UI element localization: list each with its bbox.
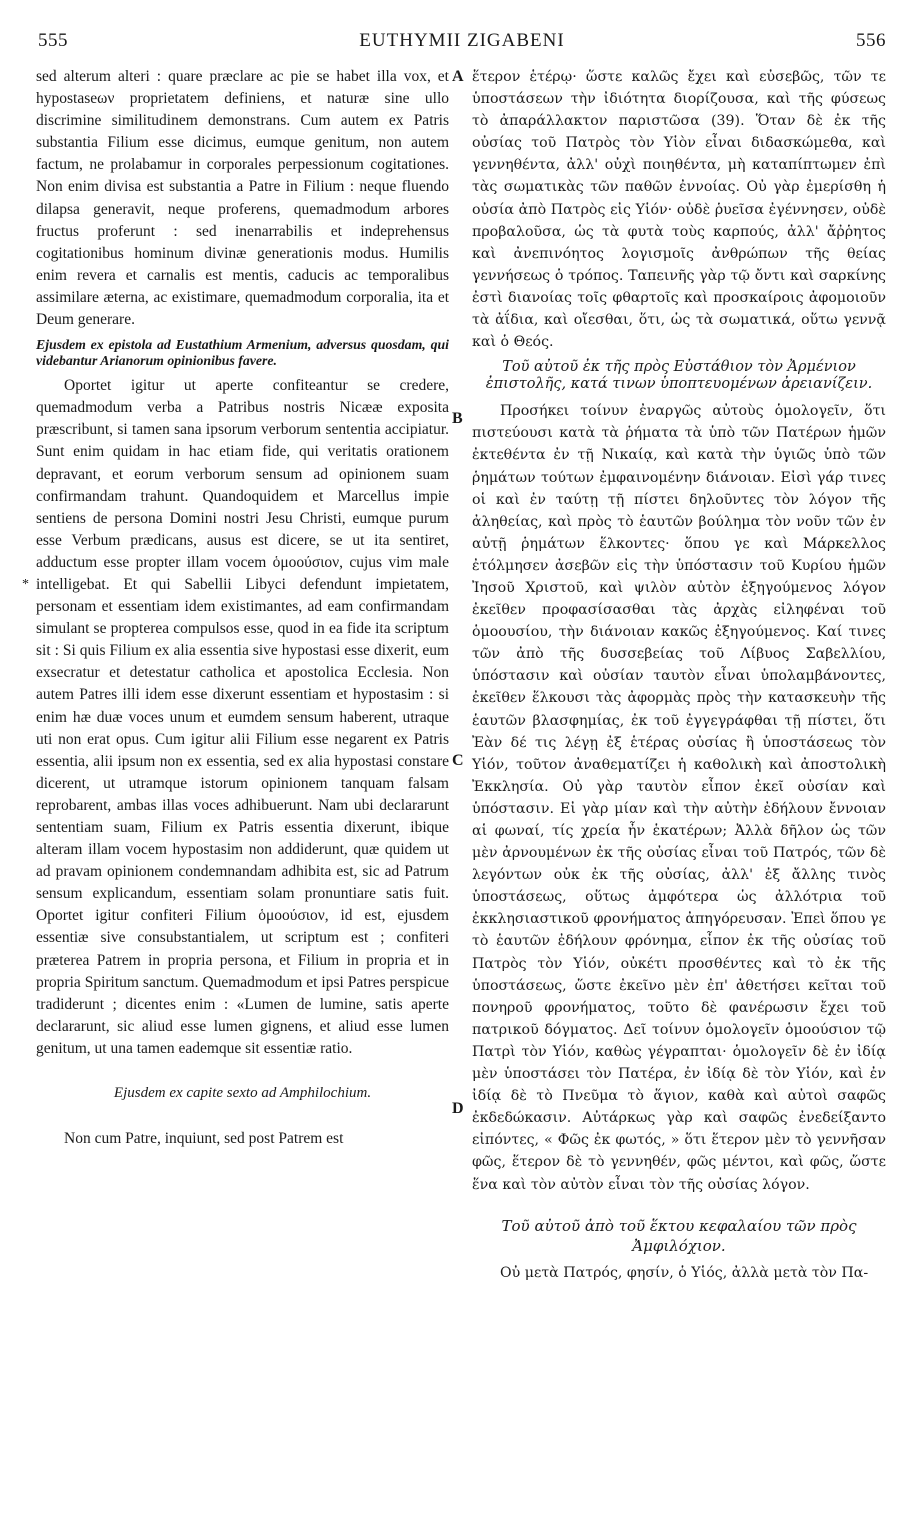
running-title: EUTHYMII ZIGABENI — [359, 30, 565, 51]
greek-paragraph-1: ἕτερον ἑτέρῳ· ὥστε καλῶς ἔχει καὶ εὐσεβῶς, τῶν τε ὑποστάσεων τὴν ἰδιότητα διορίζουσα, καὶ τῆς φύσεως τὸ ἀπαράλλακτον παριστῶσα (39). Ὅταν δὲ ἐκ τῆς οὐσίας τοῦ Πατρὸς τὸν Υἱὸν εἶναι διδασκώμεθα, καὶ γεννηθέντα, ἀλλ' οὐχὶ ποιηθέντα, μὴ καταπίπτωμεν ἐπὶ τὰς σωματικὰς τῶν παθῶν ἐννοίας. Οὐ γὰρ ἐμερίσθη ἡ οὐσία ἀπὸ Πατρὸς εἰς Υἱόν· οὐδὲ ῥυεῖσα ἐγέννησεν, οὐδὲ προβαλοῦσα, ὡς τὰ φυτὰ τοὺς καρπούς, ἀλλ' ἄῤῥητος καὶ ἀνεπινόητος λογισμοῖς ἀνθρώπων τῆς θείας γεννήσεως ὁ τρόπος. Ταπεινῆς γὰρ τῷ ὄντι καὶ σαρκίνης ἐστὶ διανοίας τοῖς φθαρτοῖς καὶ προσκαίροις ἀφομοιοῦν τὰ ἀΐδια, καὶ οἴεσθαι, ὅτι, ὡς τὰ σωματικά, οὕτω γεννᾷ καὶ ὁ Θεός. — [472, 69, 886, 351]
greek-section-heading-eustathius: Τοῦ αὐτοῦ ἐκ τῆς πρὸς Εὐστάθιον τὸν Ἀρμένιον ἐπιστολῆς, κατά τινων ὑποπτευομένων ἀρειανίζειν. — [485, 359, 873, 393]
latin-paragraph-1: sed alterum alteri : quare præclare ac pie se habet illa vox, et hypostaseων proprietatem definiens, et naturæ sine ullo discrimine similitudinem demonstrans. Cum autem ex Patris substantia Filium esse dicimus, eumque genitum, non autem factum, ne prolabamur in corporales perpessionum cogitationes. Non enim divisa est substantia a Patre in Filium : neque fluendo dilapsa generavit, neque proferens, quemadmodum arbores fructus proferunt : sed inenarrabilis et indeprehensus cogitationibus hominum divinæ generationis modus. Humilis enim revera et carnalis est mentis, caducis ac temporalibus assimilare æterna, ac existimare, quemadmodum corporalia, ita et Deum generare. — [36, 68, 449, 329]
greek-column — [472, 66, 886, 1284]
page-number-left: 555 — [38, 30, 68, 51]
latin-column — [36, 66, 449, 1150]
latin-section-heading-eustathius: Ejusdem ex epistola ad Eustathium Armenium, adversus quosdam, qui videbantur Arianorum opinionibus favere. — [36, 337, 449, 369]
greek-section-heading-amphilochius: Τοῦ αὐτοῦ ἀπὸ τοῦ ἕκτου κεφαλαίου τῶν πρὸς Ἀμφιλόχιον. — [501, 1216, 857, 1255]
greek-paragraph-2: Προσήκει τοίνυν ἐναργῶς αὐτοὺς ὁμολογεῖν, ὅτι πιστεύουσι κατὰ τὰ ῥήματα τὰ ὑπὸ τῶν Πατέρων ἡμῶν ἐκτεθέντα ἐν τῇ Νικαίᾳ, καὶ κατὰ τὴν ὑγιῶς ὑπὸ τῶν ῥημάτων τούτων ἐμφαινομένην διάνοιαν. Εἰσὶ γάρ τινες οἱ καὶ ἐν ταύτῃ τῇ πίστει δηλοῦντες τὸν λόγον τῆς ἀληθείας, καὶ πρὸς τὸ ἑαυτῶν βούλημα τὸν νοῦν τῶν ἐν αὐτῇ ῥημάτων ἕλκοντες· ὅπου γε καὶ Μάρκελλος ἐτόλμησεν ἀσεβῶν εἰς τὴν ὑπόστασιν τοῦ Κυρίου ἡμῶν Ἰησοῦ Χριστοῦ, καὶ ψιλὸν αὐτὸν ἐξηγούμενος λόγον ἐκεῖθεν προφασίσασθαι τὰς ἀρχὰς εἰληφέναι τοῦ ὁμοουσίου, τὴν διάνοιαν κακῶς ἐξηγούμενος. Καί τινες τῶν ἀπὸ τῆς δυσσεβείας τοῦ Λίβυος Σαβελλίου, ὑπόστασιν καὶ οὐσίαν ταυτὸν εἶναι ὑπολαμβάνοντες, ἐκεῖθεν ἕλκουσι τὰς ἀφορμὰς πρὸς τὴν κατασκευὴν τῆς ἑαυτῶν βλασφημίας, ἐκ τοῦ ἐγγεγράφθαι τῇ πίστει, ὅτι Ἐὰν δέ τις λέγῃ ἐξ ἑτέρας οὐσίας ἢ ὑποστάσεως τὸν Υἱόν, τοῦτον ἀναθεματίζει ἡ καθολικὴ καὶ ἀποστολικὴ Ἐκκλησία. Οὐ γὰρ ταυτὸν εἶπον ἐκεῖ οὐσίαν καὶ ὑπόστασιν. Εἰ γὰρ μίαν καὶ τὴν αὐτὴν ἐδήλουν ἔννοιαν αἱ φωναί, τίς χρεία ἦν ἑκατέρων; Ἀλλὰ δῆλον ὡς τῶν μὲν ἀρνουμένων ἐκ τῆς οὐσίας εἶναι τοῦ Πατρός, τῶν δὲ λεγόντων οὐκ ἐκ τῆς οὐσίας, ἀλλ' ἐξ ἄλλης τινὸς ὑποστάσεως, οὕτως ἀμφότερα ὡς ἀλλότρια τοῦ ἐκκλησιαστικοῦ φρονήματος ἀπηγόρευσαν. Ἐπεὶ ὅπου γε τὸ ἑαυτῶν ἐδήλουν φρόνημα, εἶπον ἐκ τῆς οὐσίας τοῦ Πατρὸς τὸν Υἱόν, οὐκέτι προσθέντες καὶ τὸ ἐκ τῆς ὑποστάσεως, ὥστε ἐκεῖνο μὲν ἐπ' ἀθετήσει κεῖται τοῦ πονηροῦ φρονήματος, τοῦτο δὲ φανέρωσιν ἔχει τοῦ πατρικοῦ δόγματος. Δεῖ τοίνυν ὁμολογεῖν ὁμοούσιον τῷ Πατρὶ τὸν Υἱόν, καθὼς γέγραπται· ὁμολογεῖν δὲ ἐν ἰδίᾳ μὲν ὑποστάσει τὸν Πατέρα, ἐν ἰδίᾳ δὲ τὸν Υἱόν, καὶ ἐν ἰδίᾳ δὲ τὸ Πνεῦμα τὸ ἅγιον, καθὰ καὶ αὐτοὶ σαφῶς ἐκδεδώκασιν. Αὐτάρκως γὰρ καὶ σαφῶς ἐνεδείξαντο εἰπόντες, « Φῶς ἐκ φωτός, » ὅτι ἕτερον μὲν τὸ γεννῆσαν φῶς, ἕτερον δὲ τὸ γεννηθέν, φῶς μέντοι, καὶ φῶς, ὥστε ἕνα καὶ τὸν αὐτὸν εἶναι τὸν τῆς οὐσίας λόγον. — [472, 403, 886, 1193]
section-marker-b: B — [452, 410, 463, 427]
page-number-right: 556 — [856, 30, 886, 51]
greek-paragraph-3: Οὐ μετὰ Πατρός, φησίν, ὁ Υἱός, ἀλλὰ μετὰ τὸν Πα- — [500, 1264, 869, 1281]
latin-paragraph-2: Oportet igitur ut aperte confiteantur se credere, quemadmodum verba a Patribus nostris Nicææ exposita præscribunt, si tamen sana ipsorum verborum sententia accipiatur. Sunt enim quidam in hac etiam fide, qui veritatis orationem depravant, et eorum verborum sensum ad opinionem suam confirmandam trahunt. Quandoquidem et Marcellus impie sentiens de persona Domini nostri Jesu Christi, eumque purum esse Verbum prædicans, ausus est dicere, se ut ita sentiret, adductum esse propter illam vocem ὁμοούσιον, cujus vim male intelligebat. Et qui Sabellii Libyci defendunt impietatem, personam et essentiam idem existimantes, ad eam confirmandam simulant se propterea compulsos esse, quod in ea fide ita scriptum sit : Si quis Filium ex alia essentia sive hypostasi esse dixerit, eum exsecratur et detestatur catholica et apostolica Ecclesia. Non autem Patres illi idem esse dixerunt essentiam et hypostasim : si enim hæ duæ voces unum et eumdem sensum haberent, utraque uti non erat opus. Cum igitur alii Filium esse negarent ex Patris essentia, alii ipsum non ex essentia, sed ex alia hypostasi constare dicerent, ut utramque istorum opinionem tanquam falsam reprobarent, ambas illas voces adhibuerunt. Nam ubi declararunt sententiam suam, Filium ex Patris essentia dixerunt, ibique alteram illam vocem hypostasim non addiderunt, quæ quidem ut ad pravam opinionem condemnandam adhibita est, sic ad Patrum sensum explicandum, essentiam solam pronuntiare satis fuit. Oportet igitur confiteri Filium ὁμοούσιον, id est, ejusdem essentiæ sive consubstantialem, ut scriptum est ; confiteri præterea Patrem in propria persona, et Filium in propria et in propria Spiritum sanctum. Quemadmodum et ipsi Patres perspicue tradiderunt ; dicentes enim : «Lumen de lumine, satis aperte declararunt, sic aliud esse lumen gignens, et aliud esse lumen genitum, ut una tamen eademque sit essentiæ ratio. — [36, 377, 449, 1057]
latin-paragraph-3: Non cum Patre, inquiunt, sed post Patrem est — [64, 1130, 344, 1148]
section-marker-d: D — [452, 1100, 464, 1117]
section-marker-c: C — [452, 752, 464, 769]
section-marker-a: A — [452, 68, 464, 85]
margin-asterisk: * — [22, 577, 29, 592]
latin-section-heading-amphilochius: Ejusdem ex capite sexto ad Amphilochium. — [113, 1085, 372, 1102]
page-header — [38, 30, 886, 56]
